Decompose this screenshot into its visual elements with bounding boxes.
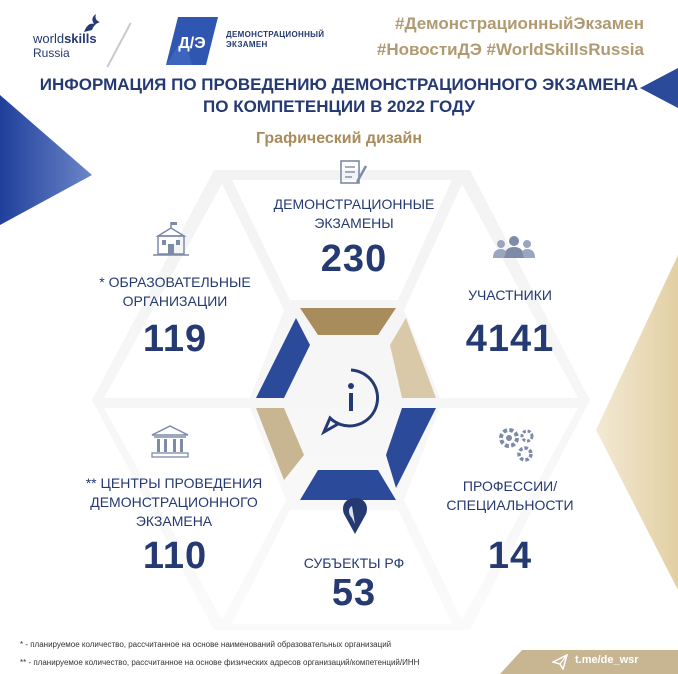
exams-value: 230: [320, 238, 388, 280]
competency-subtitle: Графический дизайн: [255, 130, 423, 147]
worldskills-logo-text: worldskills: [33, 31, 97, 46]
checklist-icon: [338, 158, 368, 186]
de-logo-text: ДЕМОНСТРАЦИОННЫЙ ЭКЗАМЕН: [226, 30, 325, 49]
institution-icon: [150, 424, 190, 458]
worldskills-logo-sub: Russia: [33, 46, 70, 60]
centers-value: 110: [142, 535, 208, 577]
participants-label: УЧАСТНИКИ: [468, 287, 552, 303]
centers-label: ** ЦЕНТРЫ ПРОВЕДЕНИЯ ДЕМОНСТРАЦИОННОГО ЭКЗАМЕНА: [85, 475, 263, 529]
gears-icon: [495, 424, 539, 464]
orgs-value: 119: [142, 318, 208, 360]
telegram-link[interactable]: t.me/de_wsr: [575, 654, 639, 666]
de-badge-logo: [166, 17, 218, 65]
page-title-line-2: ПО КОМПЕТЕНЦИИ В 2022 ГОДУ: [203, 97, 475, 116]
footnote-1: * - планируемое количество, рассчитанное на основе наименований образовательных организаций: [20, 640, 392, 649]
info-bubble-icon: [318, 366, 384, 438]
participants-value: 4141: [465, 318, 555, 360]
professions-label: ПРОФЕССИИ/ СПЕЦИАЛЬНОСТИ: [446, 478, 574, 513]
svg-text:Д/Э: Д/Э: [178, 35, 206, 52]
regions-value: 53: [331, 572, 377, 614]
paper-plane-icon: [552, 654, 568, 670]
people-group-icon: [492, 234, 536, 260]
orgs-label: * ОБРАЗОВАТЕЛЬНЫЕ ОРГАНИЗАЦИИ: [99, 274, 251, 309]
right-gold-triangle: [596, 255, 678, 590]
school-building-icon: [152, 222, 190, 256]
footnote-2: ** - планируемое количество, рассчитанное на основе физических адресов организаций/компетенций/ИНН: [20, 658, 420, 667]
page-title-line-1: ИНФОРМАЦИЯ ПО ПРОВЕДЕНИЮ ДЕМОНСТРАЦИОННОГО ЭКЗАМЕНА: [39, 75, 639, 94]
hashtag-line-1: #ДемонстрационныйЭкзамен: [395, 14, 644, 33]
exams-label: ДЕМОНСТРАЦИОННЫЕ ЭКЗАМЕНЫ: [273, 196, 435, 231]
professions-value: 14: [487, 535, 533, 577]
regions-label: СУБЪЕКТЫ РФ: [303, 555, 405, 571]
hashtag-line-2: #НовостиДЭ #WorldSkillsRussia: [376, 40, 644, 59]
map-pin-icon: [340, 496, 370, 536]
